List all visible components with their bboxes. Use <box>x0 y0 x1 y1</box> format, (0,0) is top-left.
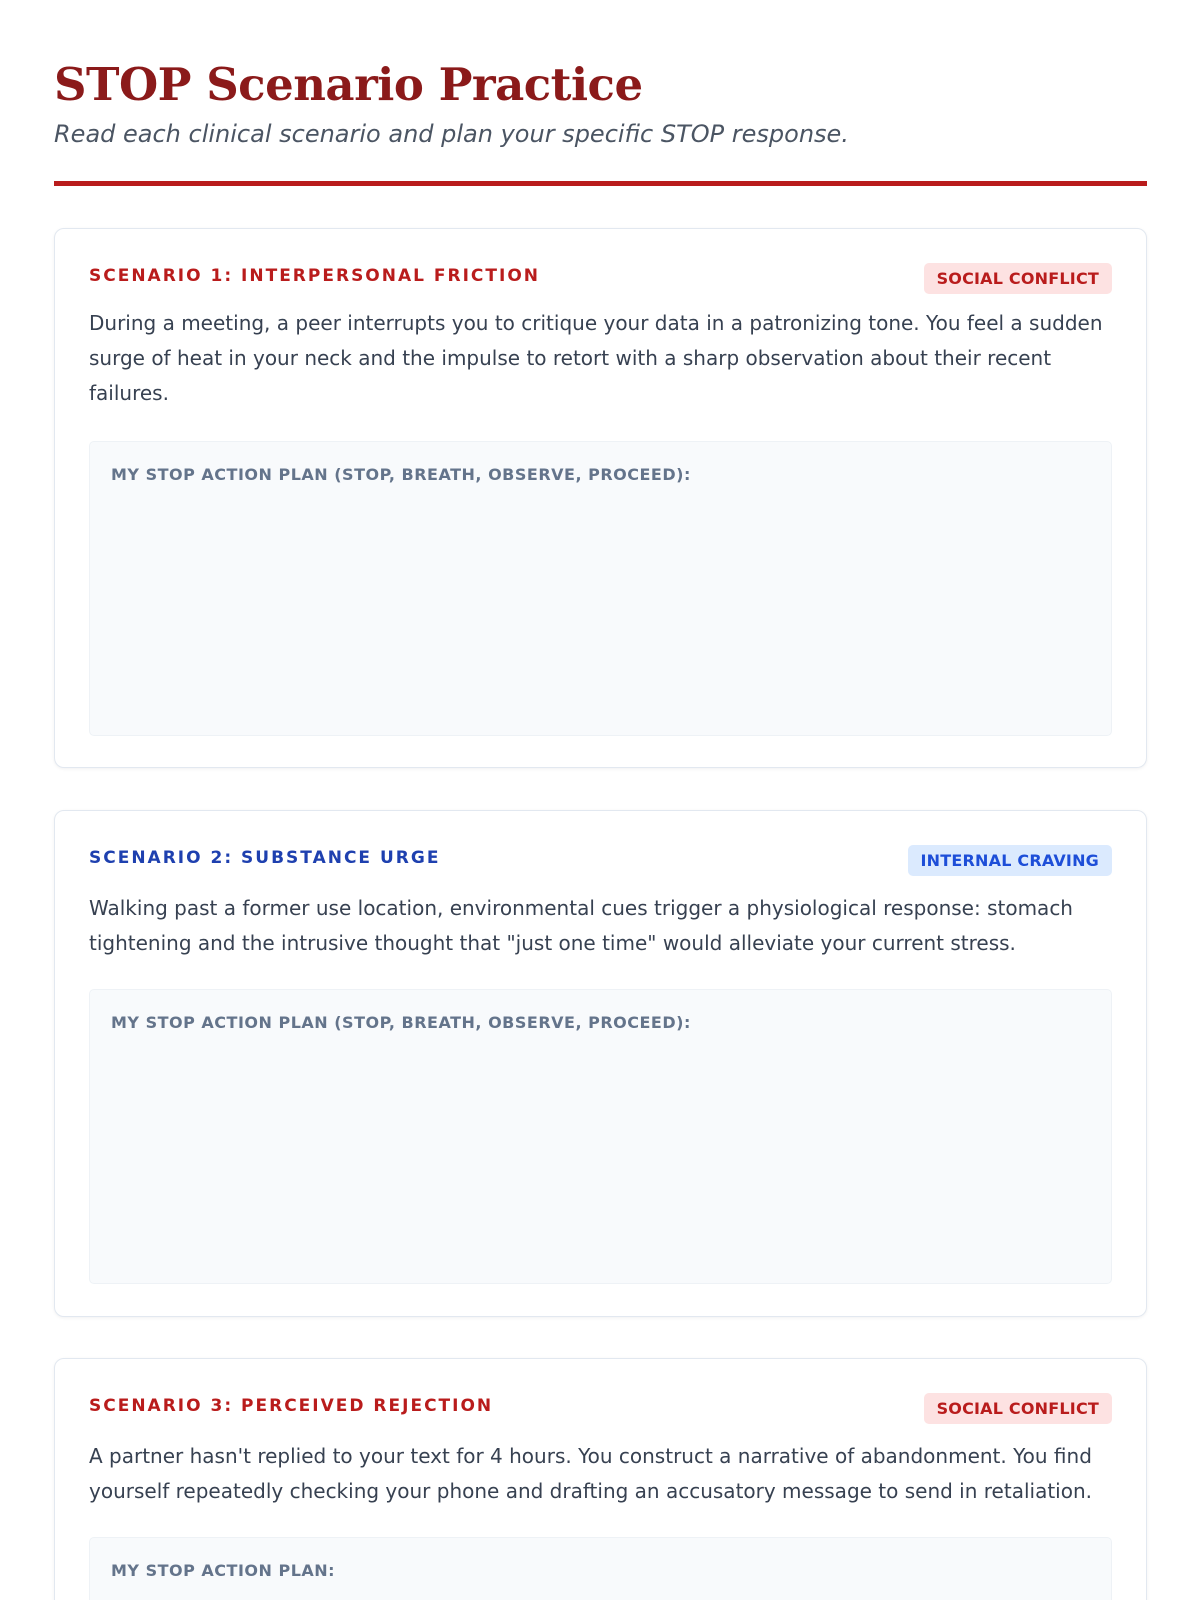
scenario-title: SCENARIO 2: SUBSTANCE URGE <box>89 848 441 868</box>
category-badge: SOCIAL CONFLICT <box>924 1393 1112 1424</box>
page-header <box>54 0 1146 149</box>
action-plan-label: MY STOP ACTION PLAN (STOP, BREATH, OBSERVE, PROCEED): <box>111 1013 691 1032</box>
action-plan-input[interactable] <box>111 1590 1090 1600</box>
action-plan-box <box>89 989 1112 1284</box>
scenario-header <box>89 1359 1112 1439</box>
scenario-card <box>54 1358 1147 1600</box>
scenario-card <box>54 810 1147 1317</box>
scenario-description: During a meeting, a peer interrupts you to critique your data in a patronizing tone. You feel a sudden surge of heat in your neck and the impulse to retort with a sharp observation about their recent failures. <box>89 311 1103 405</box>
scenario-card <box>54 228 1147 768</box>
action-plan-label: MY STOP ACTION PLAN (STOP, BREATH, OBSERVE, PROCEED): <box>111 465 691 484</box>
action-plan-input[interactable] <box>111 1042 1090 1272</box>
header-divider <box>54 181 1147 186</box>
action-plan-label: MY STOP ACTION PLAN: <box>111 1561 336 1580</box>
page-subtitle: Read each clinical scenario and plan your specific STOP response. <box>54 120 849 148</box>
action-plan-box <box>89 1537 1112 1600</box>
action-plan-box <box>89 441 1112 736</box>
category-badge: SOCIAL CONFLICT <box>924 263 1112 294</box>
scenario-title: SCENARIO 1: INTERPERSONAL FRICTION <box>89 266 540 286</box>
scenario-description: Walking past a former use location, environmental cues trigger a physiological response: stomach tightening and the intrusive thought that "just one time" would alleviate your current stress. <box>89 896 1073 955</box>
scenario-header <box>89 229 1112 309</box>
category-badge: INTERNAL CRAVING <box>908 845 1112 876</box>
page-title: STOP Scenario Practice <box>54 58 643 111</box>
action-plan-input[interactable] <box>111 494 1090 724</box>
scenario-description: A partner hasn't replied to your text for 4 hours. You construct a narrative of abandonment. You find yourself repeatedly checking your phone and drafting an accusatory message to send in retaliation. <box>89 1444 1092 1503</box>
scenario-header <box>89 811 1112 891</box>
scenario-title: SCENARIO 3: PERCEIVED REJECTION <box>89 1396 494 1416</box>
